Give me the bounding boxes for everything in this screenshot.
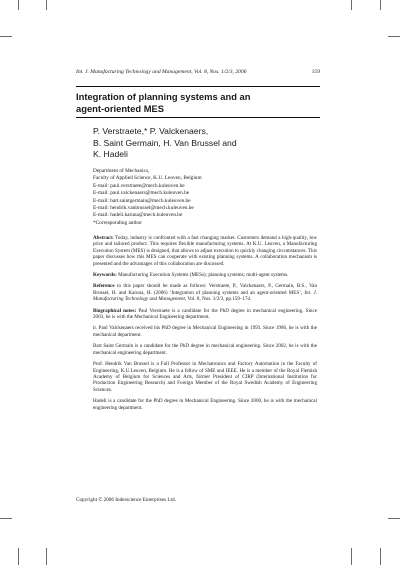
front-matter-body (93, 235, 317, 416)
author-line: K. Hadeli (93, 149, 128, 159)
page-number: 159 (311, 69, 320, 75)
crop-mark (0, 36, 12, 37)
crop-mark (46, 548, 47, 565)
department: Department of Mechanics, (93, 168, 150, 174)
crop-mark (46, 0, 47, 10)
paper-title (76, 91, 320, 114)
keywords (93, 272, 317, 278)
reference-pages: Vol. 8, Nos. 1/2/3, pp.159–174. (187, 296, 252, 303)
crop-mark (388, 518, 400, 519)
crop-mark (388, 36, 400, 37)
reference-journal: Int. J. Manufacturing Technology and Management, (93, 289, 317, 303)
crop-mark (351, 548, 352, 565)
title-rule-bottom (76, 117, 320, 118)
bio-note: Prof. Hendrik Van Brussel is a Full Professor in Mechatronics and Factory Automation in the Faculty of Engineering, K.U.Leuven, Belgium. He is a fellow of SME and IEEE. He is a member of the Royal Flemish Academy of Belgium for Sciences and Arts, former President of CIRP (International Institution for Production Engineering Research) and Foreign Member of the Royal Swedish Academy of Engineering Sciences. (93, 361, 317, 393)
bio-note (93, 308, 317, 321)
abstract-label: Abstract: (93, 235, 114, 241)
author-list (93, 126, 313, 161)
bio-note: Bart Saint Germain is a candidate for the PhD degree in mechanical engineering. Since 2002, he is with the mechanical engineering department. (93, 343, 317, 356)
crop-mark (380, 0, 381, 10)
author-line: P. Verstraete,* P. Valckenaers, (93, 126, 209, 136)
corresponding-note: *Corresponding author (93, 219, 142, 226)
email-link[interactable]: E-mail: hadeli.karuna@mech.kuleuven.be (93, 212, 183, 219)
affiliation-block (93, 168, 313, 227)
crop-mark (351, 0, 352, 10)
running-header (76, 69, 320, 75)
email-link[interactable]: E-mail: paul.valckenaers@mech.kuleuven.be (93, 190, 190, 197)
abstract (93, 235, 317, 267)
title-rule-top (76, 86, 320, 87)
email-link[interactable]: E-mail: hendrik.vanbrussel@mech.kuleuven.be (93, 205, 194, 212)
crop-mark (0, 518, 12, 519)
faculty: Faculty of Applied Science, K.U. Leuven, Belgium (93, 175, 202, 182)
reference (93, 283, 317, 302)
title-line: Integration of planning systems and an (76, 91, 251, 102)
keywords-label: Keywords: (93, 272, 117, 279)
crop-mark (18, 0, 19, 10)
bio-note: ir. Paul Valckenaers received his PhD degree in Mechanical Engineering in 1993. Since 1986, he is with the mechanical department. (93, 325, 317, 338)
author-line: B. Saint Germain, H. Van Brussel and (93, 137, 237, 148)
bio-note: Hadeli is a candidate for the PhD degree in Mechanical Engineering. Since 2000, he is with the mechanical engineering department. (93, 398, 317, 411)
keywords-text: Manufacturing Execution Systems (MESs); planning systems; multi-agent systems. (118, 272, 289, 279)
crop-mark (18, 548, 19, 565)
email-link[interactable]: E-mail: paul.verstraete@mech.kuleuven.be (93, 182, 185, 189)
reference-label: Reference (93, 283, 115, 290)
crop-mark (380, 548, 381, 565)
bio-label: Biographical notes: (93, 307, 137, 314)
title-line: agent-oriented MES (76, 102, 165, 114)
journal-citation: Int. J. Manufacturing Technology and Management, Vol. 8, Nos. 1/2/3, 2006 (76, 69, 247, 75)
reference-text: to this paper should be made as follows: Verstraete, P., Valckenaers, P., Germain, B.S., Van Brussel, H. and Karuna, H. (2006) ‘Integration of planning systems and an agent-oriented MES’, (93, 283, 317, 296)
copyright-notice: Copyright © 2006 Inderscience Enterprises Ltd. (76, 497, 176, 503)
bio-text: Paul Verstraete is a candidate for the PhD degree in mechanical engineering. Since 2003, he is with the Mechanical Engineering department. (93, 307, 317, 321)
abstract-text: Today, industry is confronted with a fast changing market. Customers demand a high-quality, low price and tailored product. This requires flexible manufacturing systems. At K.U. Leuven, a Manufacturing Execution System (MES) is designed, that allows to adjust execution to quickly changing circumstances. This paper discusses how this MES can cooperate with existing planning systems. A collaboration mechanism is presented and the advantages of this collaboration are discussed. (93, 235, 317, 267)
email-link[interactable]: E-mail: bart.saintgermain@mech.kuleuven.be (93, 197, 191, 204)
